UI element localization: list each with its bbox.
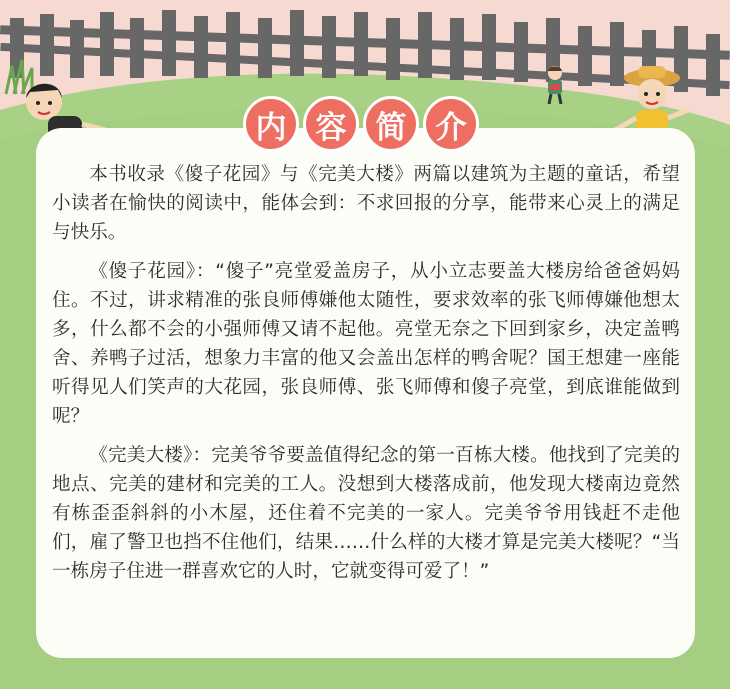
title-char: 内 — [243, 96, 299, 152]
story-one-paragraph: 《傻子花园》：“傻子”亮堂爱盖房子，从小立志要盖大楼房给爸爸妈妈住。不过，讲求精准的张良师傅嫌他太随性，要求效率的张飞师傅嫌他想太多，什么都不会的小强师傅又请不起他。亮堂无奈之下回到家乡，决定盖鸭舍、养鸭子过活，想象力丰富的他又会盖出怎样的鸭舍呢？国王想建一座能听得见人们笑声的大花园，张良师傅、张飞师傅和傻子亮堂，到底谁能做到呢？ — [52, 261, 680, 427]
title-char: 容 — [303, 96, 359, 152]
title-char: 简 — [363, 96, 419, 152]
intro-paragraph: 本书收录《傻子花园》与《完美大楼》两篇以建筑为主题的童话，希望小读者在愉快的阅读中，能体会到：不求回报的分享，能带来心灵上的满足与快乐。 — [52, 164, 680, 243]
story-two-paragraph: 《完美大楼》：完美爷爷要盖值得纪念的第一百栋大楼。他找到了完美的地点、完美的建材和完美的工人。没想到大楼落成前，他发现大楼南边竟然有栋歪歪斜斜的小木屋，还住着不完美的一家人。完美爷爷用钱赶不走他们，雇了警卫也挡不住他们，结果……什么样的大楼才算是完美大楼呢？“当一栋房子住进一群喜欢它的人时，它就变得可爱了！” — [52, 445, 680, 582]
page-title — [243, 96, 487, 152]
title-char: 介 — [423, 96, 479, 152]
synopsis-text — [52, 160, 680, 596]
small-child-illustration — [540, 64, 570, 106]
